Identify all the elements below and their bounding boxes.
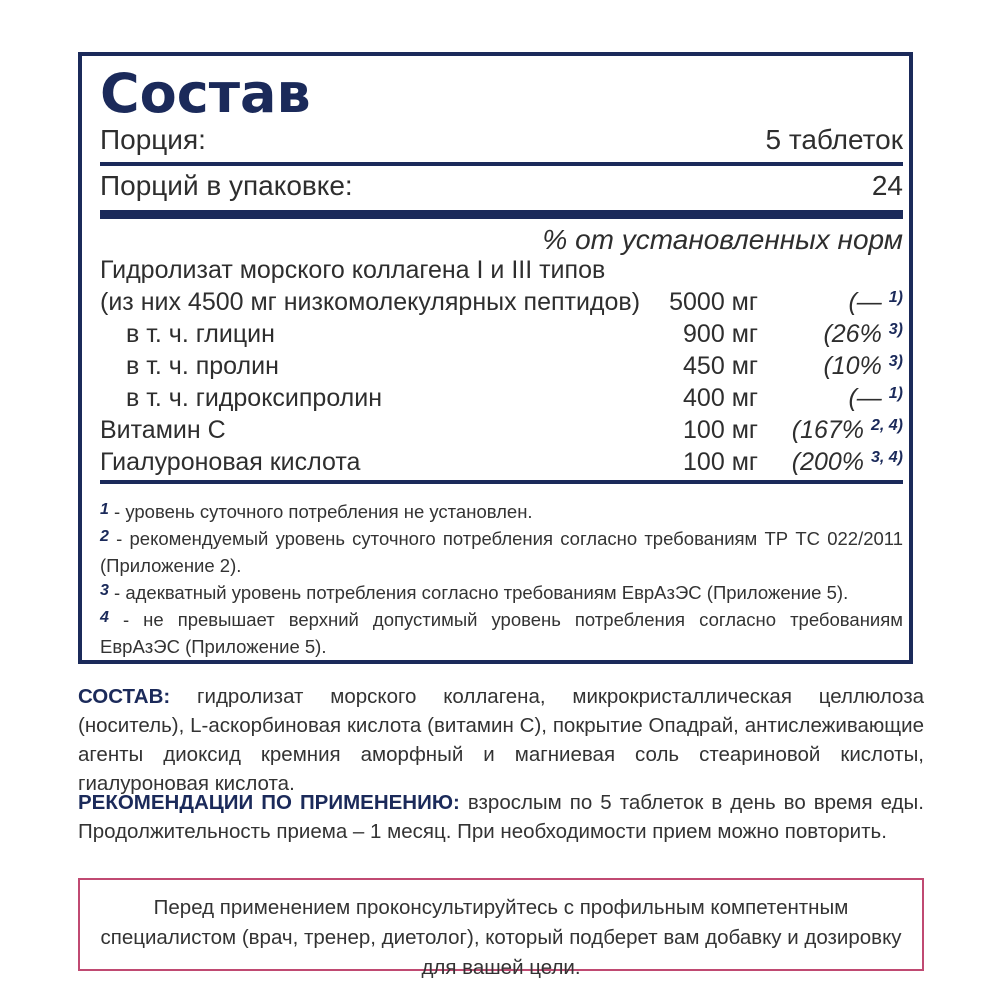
- percent-value: (10%: [823, 352, 882, 380]
- ingredient-amount: 100 мг: [683, 448, 758, 476]
- percent-header: % от установленных норм: [542, 224, 903, 255]
- divider-thin: [100, 162, 903, 166]
- footnote-mark: 1): [888, 289, 903, 306]
- servings-per-pack-value: 24: [871, 170, 903, 201]
- footnote-item: [100, 496, 903, 525]
- footnote-mark: 3): [888, 353, 903, 370]
- ingredient-percent: [792, 416, 903, 445]
- divider-bottom: [100, 480, 903, 484]
- ingredient-name: Гиалуроновая кислота: [100, 448, 361, 476]
- footnote-item: [100, 523, 903, 579]
- footnote-text: - уровень суточного потребления не установлен.: [114, 501, 533, 522]
- footnote-mark: 3): [888, 321, 903, 338]
- footnote-item: [100, 577, 903, 606]
- servings-per-pack-label: Порций в упаковке:: [100, 170, 353, 201]
- percent-value: (167%: [791, 416, 865, 444]
- divider-thick: [100, 210, 903, 219]
- panel-title: Состав: [100, 62, 311, 125]
- composition-paragraph: [78, 682, 924, 798]
- percent-value: (26%: [823, 320, 882, 348]
- ingredient-amount: 100 мг: [683, 416, 758, 444]
- ingredient-row: [100, 256, 903, 286]
- percent-value: (—: [848, 288, 882, 316]
- serving-value: 5 таблеток: [765, 124, 903, 155]
- ingredient-amount: 5000 мг: [669, 288, 758, 316]
- footnote-mark: 1): [888, 385, 903, 402]
- ingredient-name: в т. ч. гидроксипролин: [126, 384, 383, 412]
- ingredient-amount: 400 мг: [683, 384, 758, 412]
- ingredient-row: [100, 320, 903, 350]
- ingredient-row: [100, 448, 903, 478]
- ingredient-percent: [848, 288, 903, 317]
- footnote-text: - не превышает верхний допустимый уровень потребления согласно требованиям ЕврАзЭС (Приложение 5).: [100, 609, 904, 657]
- footnote-text: - рекомендуемый уровень суточного потребления согласно требованиям ТР ТС 022/2011 (Приложение 2).: [100, 528, 903, 576]
- ingredient-percent: [848, 384, 903, 413]
- ingredient-row: [100, 288, 903, 318]
- recommendations-text: взрослым по 5 таблеток в день во время еды. Продолжительность приема – 1 месяц. При необходимости прием можно повторить.: [78, 791, 924, 843]
- ingredient-percent: [823, 320, 903, 349]
- percent-value: (—: [848, 384, 882, 412]
- ingredient-name: Витамин С: [100, 416, 226, 444]
- composition-label: СОСТАВ:: [78, 685, 171, 708]
- recommendations-label: РЕКОМЕНДАЦИИ ПО ПРИМЕНЕНИЮ:: [78, 791, 460, 814]
- supplement-facts-panel: [78, 52, 913, 664]
- ingredient-amount: 900 мг: [683, 320, 758, 348]
- warning-text: Перед применением проконсультируйтесь с профильным компетентным специалистом (врач, тренер, диетолог), который подберет вам добавку и дозировку для вашей цели.: [100, 896, 902, 979]
- footnote-text: - адекватный уровень потребления согласно требованиям ЕврАзЭС (Приложение 5).: [114, 582, 849, 603]
- ingredient-row: [100, 384, 903, 414]
- warning-box: [78, 878, 924, 979]
- ingredient-name: Гидролизат морского коллагена I и III типов: [100, 256, 606, 284]
- servings-per-pack-row: [100, 170, 903, 202]
- footnote-number: 4: [100, 609, 109, 626]
- ingredient-row: [100, 416, 903, 446]
- composition-text: гидролизат морского коллагена, микрокристаллическая целлюлоза (носитель), L-аскорбиновая кислота (витамин С), покрытие Опадрай, антислеживающие агенты диоксид кремния аморфный и магниевая соль стеариновой кислоты, гиалуроновая кислота.: [78, 685, 924, 795]
- footnote-mark: 2, 4): [870, 417, 903, 434]
- serving-label: Порция:: [100, 124, 206, 155]
- ingredient-name: в т. ч. пролин: [126, 352, 279, 380]
- ingredient-percent: [823, 352, 903, 381]
- footnote-number: 3: [100, 582, 109, 599]
- serving-row: [100, 124, 903, 156]
- ingredient-row: [100, 352, 903, 382]
- ingredient-name: в т. ч. глицин: [126, 320, 275, 348]
- footnote-mark: 3, 4): [870, 449, 903, 466]
- recommendations-paragraph: [78, 788, 924, 846]
- ingredient-amount: 450 мг: [683, 352, 758, 380]
- footnote-number: 1: [100, 501, 109, 518]
- ingredient-name: (из них 4500 мг низкомолекулярных пептидов): [100, 288, 641, 316]
- ingredient-percent: [792, 448, 903, 477]
- footnote-number: 2: [100, 528, 109, 545]
- percent-value: (200%: [791, 448, 865, 476]
- footnote-item: [100, 604, 903, 660]
